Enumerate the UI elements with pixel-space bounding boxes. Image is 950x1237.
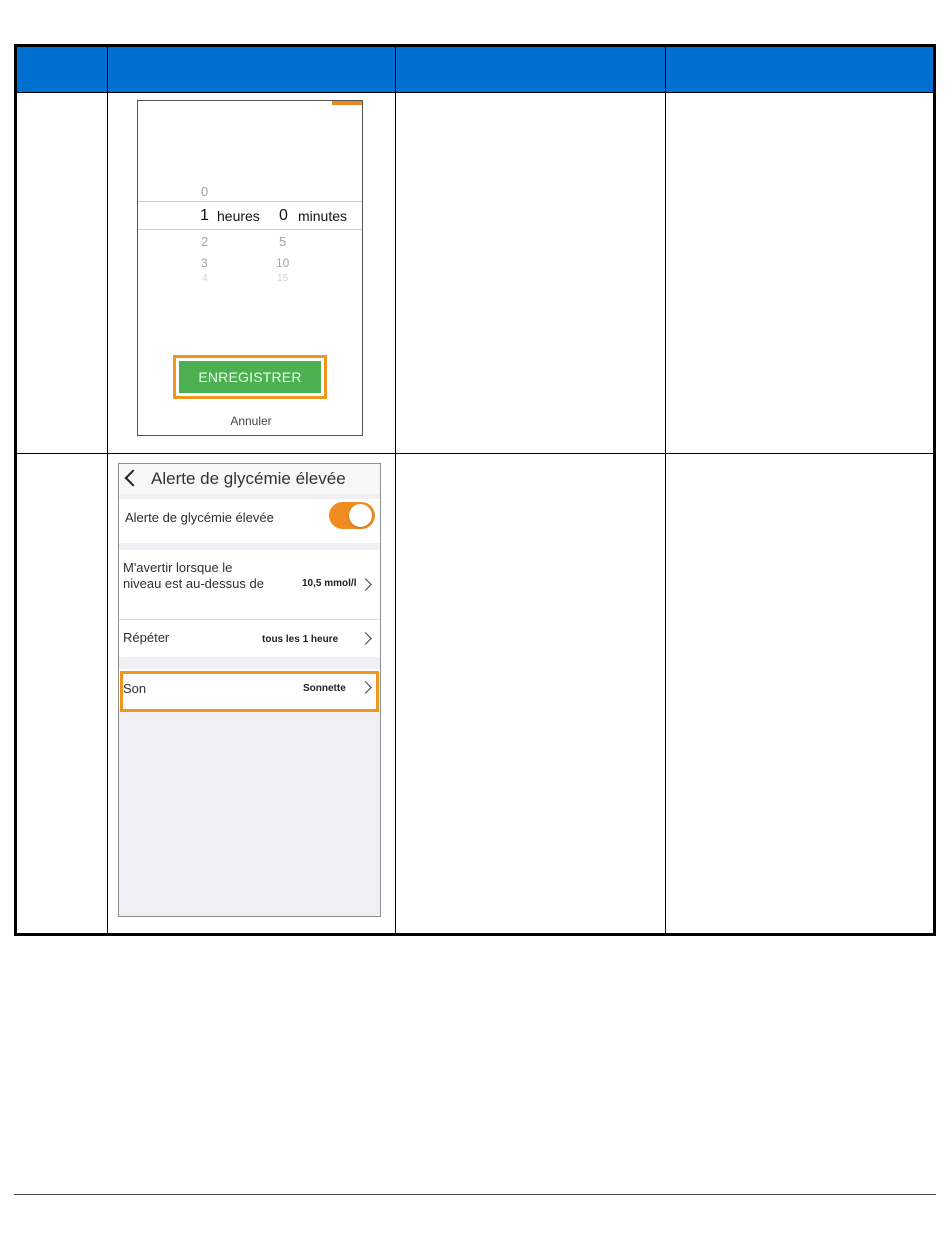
picker-hour-option[interactable]: 2 — [201, 234, 209, 249]
screen-title: Alerte de glycémie élevée — [151, 469, 346, 488]
picker-selected-hour[interactable]: 1 — [200, 207, 209, 224]
column-divider — [665, 47, 666, 933]
cancel-button[interactable]: Annuler — [230, 414, 272, 428]
save-button[interactable]: ENREGISTRER — [179, 361, 321, 393]
picker-hour-option[interactable]: 3 — [201, 256, 208, 270]
footer-rule — [14, 1194, 936, 1195]
picker-hour-above[interactable]: 0 — [201, 184, 209, 199]
repeat-label: Répéter — [123, 630, 170, 645]
picker-minute-option[interactable]: 5 — [279, 234, 287, 249]
repeat-value[interactable]: tous les 1 heure — [262, 634, 339, 645]
threshold-value[interactable]: 10,5 mmol/l — [302, 578, 357, 589]
status-accent — [332, 101, 362, 105]
sound-value[interactable]: Sonnette — [303, 683, 346, 694]
nav-bar — [119, 464, 381, 494]
sound-row-highlight — [120, 671, 379, 712]
picker-minute-option[interactable]: 15 — [277, 273, 289, 284]
picker-hour-option[interactable]: 4 — [202, 273, 208, 284]
picker-selected-minute[interactable]: 0 — [279, 207, 288, 224]
picker-hour-label: heures — [217, 208, 260, 224]
duration-picker[interactable] — [138, 179, 363, 289]
settings-group — [119, 550, 381, 657]
picker-minute-option[interactable]: 10 — [276, 256, 290, 270]
save-button-highlight — [173, 355, 327, 399]
alert-toggle-label: Alerte de glycémie élevée — [125, 510, 274, 525]
picker-selection-bottom-line — [138, 229, 363, 230]
row-divider — [17, 92, 933, 93]
alert-toggle-switch[interactable] — [329, 502, 375, 529]
chevron-right-icon[interactable] — [359, 632, 372, 645]
picker-selection-top-line — [138, 201, 363, 202]
picker-minute-label: minutes — [298, 208, 348, 224]
chevron-right-icon[interactable] — [359, 578, 372, 591]
column-divider — [395, 47, 396, 933]
table-header-band — [17, 47, 933, 92]
toggle-knob — [349, 504, 372, 527]
row-divider — [119, 619, 381, 620]
row-divider — [17, 453, 933, 454]
threshold-label: M'avertir lorsque le niveau est au-dessus de — [123, 560, 264, 591]
duration-picker-screenshot — [137, 100, 363, 436]
sound-label: Son — [123, 681, 147, 696]
column-divider — [107, 47, 108, 933]
back-chevron-icon[interactable] — [125, 470, 142, 487]
